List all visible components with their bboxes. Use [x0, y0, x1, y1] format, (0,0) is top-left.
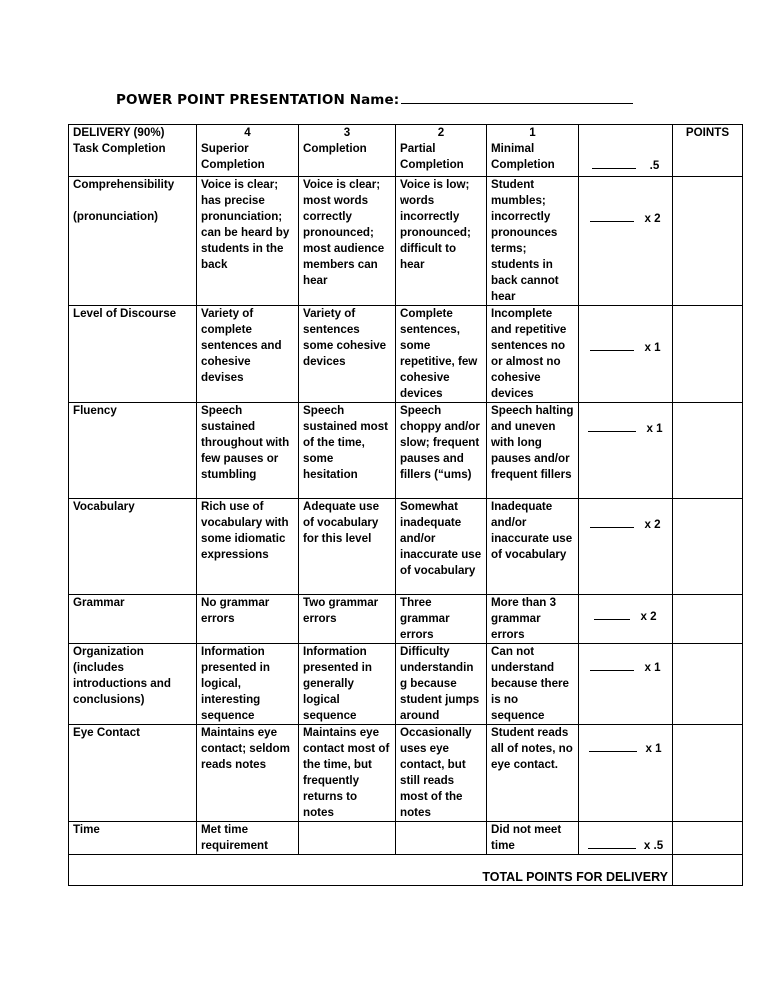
score-blank-line[interactable] — [590, 209, 634, 222]
criterion-cell: Vocabulary — [69, 499, 197, 595]
criterion-cell: Grammar — [69, 595, 197, 644]
score-multiplier: x 2 — [644, 212, 661, 225]
points-cell[interactable] — [673, 725, 743, 822]
page-title — [116, 90, 633, 108]
score-cell — [579, 403, 673, 499]
level-4-cell: Variety of complete sentences and cohesive devises — [197, 306, 299, 403]
score-blank-line[interactable] — [592, 156, 636, 169]
level-2-cell: Difficulty understandin g because student jumps around — [396, 644, 487, 725]
level-4-cell: Voice is clear; has precise pronunciation; can be heard by students in the back — [197, 177, 299, 306]
task-completion-label: Task Completion — [73, 142, 166, 155]
level-4-cell: Speech sustained throughout with few pauses or stumbling — [197, 403, 299, 499]
score-blank-line[interactable] — [590, 658, 634, 671]
score-cell — [579, 822, 673, 855]
name-blank-line[interactable] — [401, 90, 633, 104]
points-cell[interactable] — [673, 822, 743, 855]
level-1-cell: Can not understand because there is no sequence — [487, 644, 579, 725]
points-header — [673, 125, 743, 177]
level-4-number: 4 — [244, 126, 251, 139]
level-2-cell: Occasionally uses eye contact, but still reads most of the notes — [396, 725, 487, 822]
table-row — [69, 499, 743, 595]
criterion-cell — [69, 177, 197, 306]
level-4-cell: Information presented in logical, interesting sequence — [197, 644, 299, 725]
points-cell[interactable] — [673, 177, 743, 306]
score-blank-line[interactable] — [588, 836, 636, 849]
table-row — [69, 403, 743, 499]
total-points-cell[interactable] — [673, 855, 743, 886]
score-cell — [579, 644, 673, 725]
level-1-cell: Student reads all of notes, no eye contact. — [487, 725, 579, 822]
level-3-header — [299, 125, 396, 177]
level-2-cell: Complete sentences, some repetitive, few cohesive devices — [396, 306, 487, 403]
score-multiplier: x 1 — [644, 341, 661, 354]
criterion-sublabel: (pronunciation) — [73, 210, 159, 223]
table-row — [69, 822, 743, 855]
score-cell — [579, 306, 673, 403]
title-text: POWER POINT PRESENTATION Name: — [116, 92, 400, 108]
table-row — [69, 644, 743, 725]
score-cell — [579, 177, 673, 306]
level-2-cell: Speech choppy and/or slow; frequent pauses and fillers (“ums) — [396, 403, 487, 499]
level-3-cell: Two grammar errors — [299, 595, 396, 644]
score-multiplier: x .5 — [643, 839, 664, 852]
level-1-cell: Incomplete and repetitive sentences no or almost no cohesive devices — [487, 306, 579, 403]
total-label: TOTAL POINTS FOR DELIVERY — [69, 855, 673, 886]
score-blank-line[interactable] — [589, 739, 637, 752]
level-3-number: 3 — [343, 126, 351, 139]
criterion-cell: Time — [69, 822, 197, 855]
score-multiplier: .5 — [649, 159, 660, 172]
score-blank-line[interactable] — [594, 607, 630, 620]
score-multiplier: x 1 — [646, 422, 663, 435]
table-row — [69, 177, 743, 306]
level-1-desc: Minimal Completion — [491, 142, 555, 171]
points-cell[interactable] — [673, 595, 743, 644]
table-row — [69, 595, 743, 644]
level-2-cell: Three grammar errors — [396, 595, 487, 644]
score-blank-line[interactable] — [588, 419, 636, 432]
level-2-header — [396, 125, 487, 177]
level-4-cell: Maintains eye contact; seldom reads notes — [197, 725, 299, 822]
level-2-number: 2 — [437, 126, 445, 139]
level-2-cell: Somewhat inadequate and/or inaccurate use of vocabulary — [396, 499, 487, 595]
table-row — [69, 725, 743, 822]
criterion-cell: Eye Contact — [69, 725, 197, 822]
criterion-cell: Fluency — [69, 403, 197, 499]
points-cell[interactable] — [673, 403, 743, 499]
criterion-label: Comprehensibility — [73, 178, 175, 191]
level-1-cell: Did not meet time — [487, 822, 579, 855]
criterion-cell: Level of Discourse — [69, 306, 197, 403]
table-row — [69, 306, 743, 403]
level-1-header — [487, 125, 579, 177]
score-multiplier: x 2 — [644, 518, 661, 531]
level-4-cell: No grammar errors — [197, 595, 299, 644]
level-3-cell: Maintains eye contact most of the time, but frequently returns to notes — [299, 725, 396, 822]
score-multiplier: x 2 — [640, 610, 657, 623]
level-4-desc: Superior Completion — [201, 142, 265, 171]
score-blank-line[interactable] — [590, 338, 634, 351]
criterion-header-cell — [69, 125, 197, 177]
criterion-cell: Organization (includes introductions and conclusions) — [69, 644, 197, 725]
level-4-cell: Rich use of vocabulary with some idiomatic expressions — [197, 499, 299, 595]
score-cell — [579, 725, 673, 822]
level-3-cell: Adequate use of vocabulary for this level — [299, 499, 396, 595]
level-3-desc: Completion — [303, 142, 367, 155]
level-1-cell: More than 3 grammar errors — [487, 595, 579, 644]
level-2-cell: Voice is low; words incorrectly pronounced; difficult to hear — [396, 177, 487, 306]
level-4-cell: Met time requirement — [197, 822, 299, 855]
score-multiplier: x 1 — [645, 742, 662, 755]
level-2-cell — [396, 822, 487, 855]
points-cell[interactable] — [673, 499, 743, 595]
level-3-cell: Voice is clear; most words correctly pronounced; most audience members can hear — [299, 177, 396, 306]
task-score-cell — [579, 125, 673, 177]
level-3-cell — [299, 822, 396, 855]
level-4-header — [197, 125, 299, 177]
points-cell[interactable] — [673, 644, 743, 725]
score-blank-line[interactable] — [590, 515, 634, 528]
level-3-cell: Variety of sentences some cohesive devices — [299, 306, 396, 403]
level-3-cell: Information presented in generally logical sequence — [299, 644, 396, 725]
delivery-label: DELIVERY (90%) — [73, 126, 165, 139]
score-multiplier: x 1 — [644, 661, 661, 674]
points-label: POINTS — [685, 126, 730, 139]
level-2-desc: Partial Completion — [400, 142, 464, 171]
rubric-table — [68, 124, 743, 886]
level-1-cell: Student mumbles; incorrectly pronounces terms; students in back cannot hear — [487, 177, 579, 306]
level-1-cell: Inadequate and/or inaccurate use of vocabulary — [487, 499, 579, 595]
total-row — [69, 855, 743, 886]
level-3-cell: Speech sustained most of the time, some hesitation — [299, 403, 396, 499]
score-cell — [579, 499, 673, 595]
level-1-number: 1 — [529, 126, 536, 139]
score-cell — [579, 595, 673, 644]
level-1-cell: Speech halting and uneven with long pauses and/or frequent fillers — [487, 403, 579, 499]
points-cell[interactable] — [673, 306, 743, 403]
header-row — [69, 125, 743, 177]
